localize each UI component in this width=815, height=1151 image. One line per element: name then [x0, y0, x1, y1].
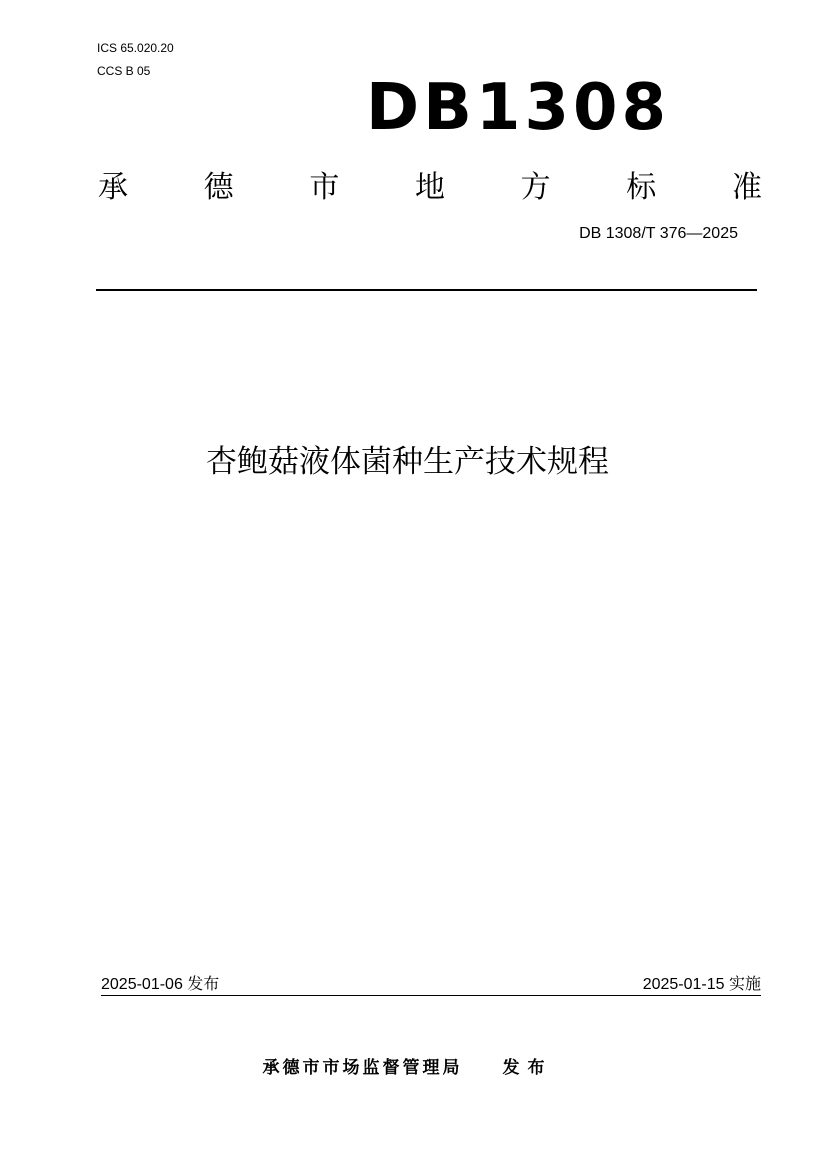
standard-type-char: 准 [731, 170, 762, 205]
standard-type-char: 德 [203, 170, 234, 205]
ccs-code: CCS B 05 [97, 64, 151, 78]
document-title: 杏鲍菇液体菌种生产技术规程 [206, 444, 609, 480]
standard-number: DB 1308/T 376—2025 [579, 225, 738, 242]
db-logo: DB1308 [366, 71, 671, 145]
ics-code: ICS 65.020.20 [97, 41, 174, 55]
issuer-line [0, 1056, 815, 1080]
standard-type-char: 地 [414, 170, 445, 205]
header-divider [96, 289, 757, 291]
implement-date: 2025-01-15 实施 [642, 976, 761, 993]
standard-type-char: 市 [309, 170, 340, 205]
standard-type-title [98, 168, 762, 208]
standard-type-char: 承 [98, 170, 128, 205]
standard-type-char: 标 [626, 170, 657, 205]
issuer-action: 发布 [502, 1058, 553, 1078]
standard-type-char: 方 [520, 170, 551, 205]
issuer-org: 承德市市场监督管理局 [262, 1058, 463, 1078]
publish-date: 2025-01-06 发布 [101, 976, 220, 993]
date-row [101, 975, 761, 995]
footer-divider [101, 995, 761, 996]
